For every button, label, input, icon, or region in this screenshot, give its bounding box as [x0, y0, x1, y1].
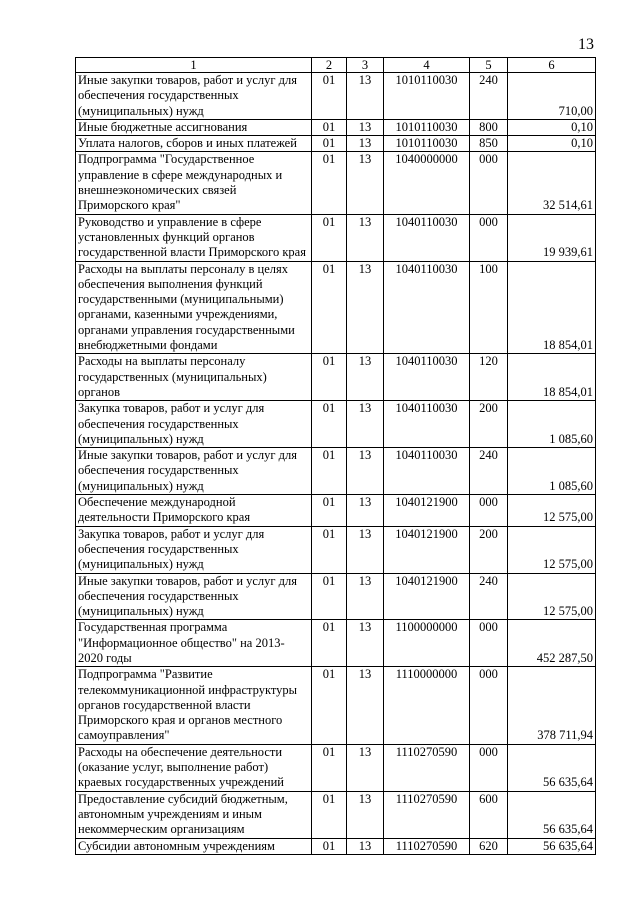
target-article-cell: 1010110030 [384, 119, 470, 135]
subsection-code-cell: 13 [347, 448, 384, 495]
subsection-code-cell: 13 [347, 261, 384, 354]
section-code-cell: 01 [312, 526, 347, 573]
target-article-cell: 1040110030 [384, 401, 470, 448]
expense-type-cell: 200 [470, 526, 508, 573]
section-code-cell: 01 [312, 401, 347, 448]
expense-type-cell: 000 [470, 214, 508, 261]
target-article-cell: 1110270590 [384, 744, 470, 791]
amount-cell: 12 575,00 [508, 573, 596, 620]
table-row [76, 495, 596, 527]
subsection-code-cell: 13 [347, 152, 384, 214]
header-cell: 4 [384, 58, 470, 73]
header-cell: 2 [312, 58, 347, 73]
page-number: 13 [578, 36, 594, 53]
subsection-code-cell: 13 [347, 73, 384, 120]
subsection-code-cell: 13 [347, 354, 384, 401]
row-name-cell: Иные закупки товаров, работ и услуг для обеспечения государственных (муниципальных) нужд [76, 448, 312, 495]
row-name-cell: Закупка товаров, работ и услуг для обеспечения государственных (муниципальных) нужд [76, 526, 312, 573]
row-name-cell: Иные закупки товаров, работ и услуг для обеспечения государственных (муниципальных) нужд [76, 573, 312, 620]
amount-cell: 378 711,94 [508, 667, 596, 744]
subsection-code-cell: 13 [347, 791, 384, 838]
expense-type-cell: 800 [470, 119, 508, 135]
row-name-cell: Иные бюджетные ассигнования [76, 119, 312, 135]
target-article-cell: 1040110030 [384, 354, 470, 401]
table-row [76, 261, 596, 354]
section-code-cell: 01 [312, 667, 347, 744]
row-name-cell: Руководство и управление в сфере установленных функций органов государственной власти Приморского края [76, 214, 312, 261]
amount-cell: 0,10 [508, 136, 596, 152]
section-code-cell: 01 [312, 838, 347, 854]
row-name-cell: Закупка товаров, работ и услуг для обеспечения государственных (муниципальных) нужд [76, 401, 312, 448]
subsection-code-cell: 13 [347, 667, 384, 744]
section-code-cell: 01 [312, 214, 347, 261]
table-row [76, 620, 596, 667]
target-article-cell: 1110270590 [384, 838, 470, 854]
section-code-cell: 01 [312, 119, 347, 135]
amount-cell: 0,10 [508, 119, 596, 135]
target-article-cell: 1010110030 [384, 136, 470, 152]
expense-type-cell: 240 [470, 73, 508, 120]
budget-table [75, 57, 596, 855]
target-article-cell: 1110270590 [384, 791, 470, 838]
table-row [76, 136, 596, 152]
table-row [76, 354, 596, 401]
expense-type-cell: 620 [470, 838, 508, 854]
expense-type-cell: 240 [470, 448, 508, 495]
section-code-cell: 01 [312, 448, 347, 495]
row-name-cell: Подпрограмма "Развитие телекоммуникационной инфраструктуры органов государственной власти Приморского края и органов местного самоуправления" [76, 667, 312, 744]
amount-cell: 32 514,61 [508, 152, 596, 214]
row-name-cell: Субсидии автономным учреждениям [76, 838, 312, 854]
section-code-cell: 01 [312, 354, 347, 401]
subsection-code-cell: 13 [347, 526, 384, 573]
table-row [76, 214, 596, 261]
table-row [76, 573, 596, 620]
table-row [76, 448, 596, 495]
subsection-code-cell: 13 [347, 401, 384, 448]
section-code-cell: 01 [312, 791, 347, 838]
amount-cell: 56 635,64 [508, 744, 596, 791]
table-body [76, 73, 596, 855]
amount-cell: 18 854,01 [508, 261, 596, 354]
target-article-cell: 1010110030 [384, 73, 470, 120]
expense-type-cell: 000 [470, 620, 508, 667]
table-row [76, 838, 596, 854]
subsection-code-cell: 13 [347, 744, 384, 791]
expense-type-cell: 100 [470, 261, 508, 354]
row-name-cell: Государственная программа "Информационное общество" на 2013-2020 годы [76, 620, 312, 667]
section-code-cell: 01 [312, 261, 347, 354]
table-row [76, 73, 596, 120]
amount-cell: 12 575,00 [508, 495, 596, 527]
expense-type-cell: 240 [470, 573, 508, 620]
amount-cell: 12 575,00 [508, 526, 596, 573]
amount-cell: 19 939,61 [508, 214, 596, 261]
amount-cell: 56 635,64 [508, 791, 596, 838]
expense-type-cell: 850 [470, 136, 508, 152]
section-code-cell: 01 [312, 495, 347, 527]
row-name-cell: Расходы на выплаты персоналу государственных (муниципальных) органов [76, 354, 312, 401]
amount-cell: 452 287,50 [508, 620, 596, 667]
expense-type-cell: 120 [470, 354, 508, 401]
section-code-cell: 01 [312, 152, 347, 214]
section-code-cell: 01 [312, 620, 347, 667]
target-article-cell: 1100000000 [384, 620, 470, 667]
table-row [76, 526, 596, 573]
row-name-cell: Уплата налогов, сборов и иных платежей [76, 136, 312, 152]
subsection-code-cell: 13 [347, 573, 384, 620]
target-article-cell: 1040110030 [384, 448, 470, 495]
table-row [76, 744, 596, 791]
target-article-cell: 1040121900 [384, 573, 470, 620]
subsection-code-cell: 13 [347, 838, 384, 854]
amount-cell: 56 635,64 [508, 838, 596, 854]
expense-type-cell: 600 [470, 791, 508, 838]
section-code-cell: 01 [312, 136, 347, 152]
subsection-code-cell: 13 [347, 495, 384, 527]
section-code-cell: 01 [312, 573, 347, 620]
table-header-row [76, 58, 596, 73]
target-article-cell: 1040110030 [384, 214, 470, 261]
subsection-code-cell: 13 [347, 119, 384, 135]
table-row [76, 667, 596, 744]
row-name-cell: Расходы на выплаты персоналу в целях обеспечения выполнения функций государственными (муниципальными) органами, казенными учреждениями, органами управления государственными внебюджетными фондами [76, 261, 312, 354]
table-row [76, 119, 596, 135]
expense-type-cell: 000 [470, 152, 508, 214]
row-name-cell: Подпрограмма "Государственное управление в сфере международных и внешнеэкономических связей Приморского края" [76, 152, 312, 214]
target-article-cell: 1040121900 [384, 495, 470, 527]
target-article-cell: 1040000000 [384, 152, 470, 214]
section-code-cell: 01 [312, 744, 347, 791]
table-row [76, 152, 596, 214]
row-name-cell: Предоставление субсидий бюджетным, автономным учреждениям и иным некоммерческим организациям [76, 791, 312, 838]
expense-type-cell: 000 [470, 744, 508, 791]
amount-cell: 18 854,01 [508, 354, 596, 401]
table-row [76, 401, 596, 448]
header-cell: 3 [347, 58, 384, 73]
table-row [76, 791, 596, 838]
header-cell: 6 [508, 58, 596, 73]
row-name-cell: Иные закупки товаров, работ и услуг для обеспечения государственных (муниципальных) нужд [76, 73, 312, 120]
target-article-cell: 1110000000 [384, 667, 470, 744]
expense-type-cell: 000 [470, 495, 508, 527]
subsection-code-cell: 13 [347, 620, 384, 667]
target-article-cell: 1040121900 [384, 526, 470, 573]
row-name-cell: Обеспечение международной деятельности Приморского края [76, 495, 312, 527]
subsection-code-cell: 13 [347, 214, 384, 261]
subsection-code-cell: 13 [347, 136, 384, 152]
row-name-cell: Расходы на обеспечение деятельности (оказание услуг, выполнение работ) краевых государственных учреждений [76, 744, 312, 791]
target-article-cell: 1040110030 [384, 261, 470, 354]
expense-type-cell: 200 [470, 401, 508, 448]
amount-cell: 1 085,60 [508, 448, 596, 495]
section-code-cell: 01 [312, 73, 347, 120]
amount-cell: 1 085,60 [508, 401, 596, 448]
header-cell: 5 [470, 58, 508, 73]
expense-type-cell: 000 [470, 667, 508, 744]
amount-cell: 710,00 [508, 73, 596, 120]
header-cell: 1 [76, 58, 312, 73]
